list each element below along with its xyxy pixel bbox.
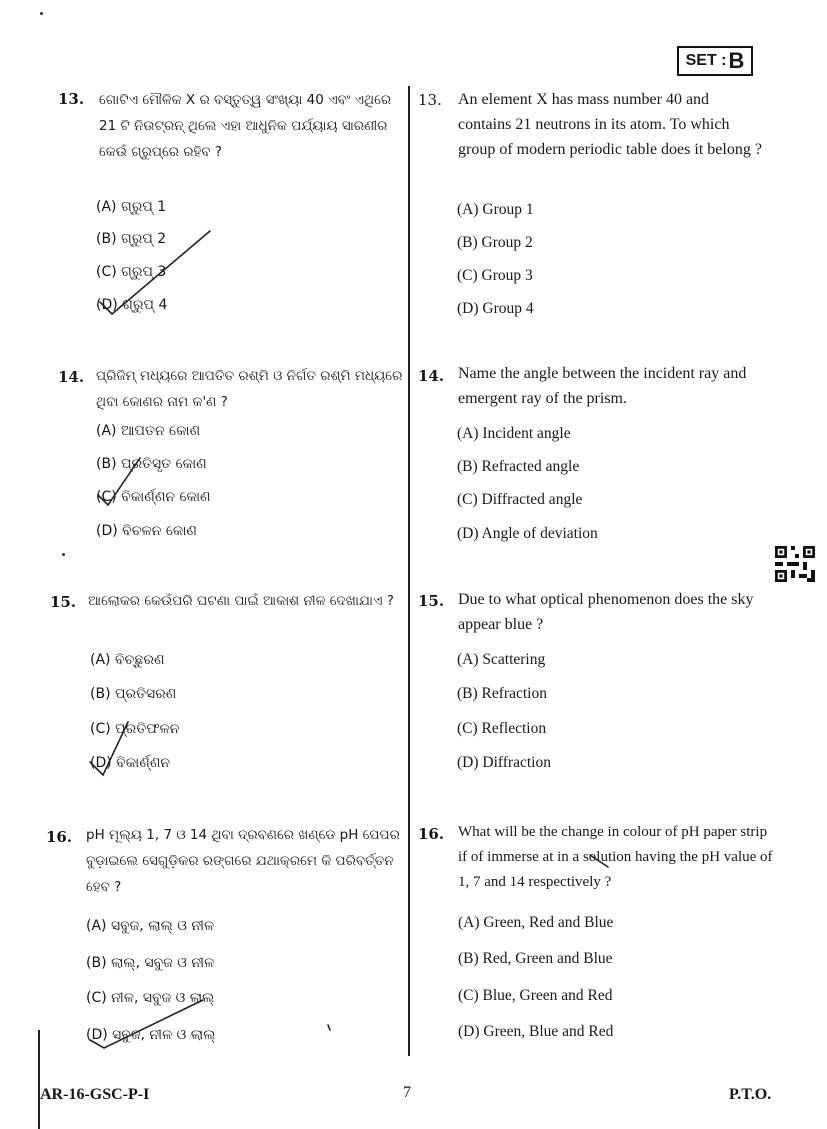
question-number: 14. <box>418 367 445 385</box>
tick-mark-q13 <box>100 231 210 314</box>
question-number: 16. <box>418 825 445 843</box>
option-odia: (D) ସବୁଜ, ନୀଳ ଓ ଲାଲ୍ <box>86 1027 216 1043</box>
option-english: (B) Refraction <box>457 685 547 702</box>
option-english: (A) Green, Red and Blue <box>458 914 614 931</box>
page-number: 7 <box>403 1084 411 1101</box>
option-english: (C) Reflection <box>457 720 547 737</box>
option-odia: (D) ଗ୍ରୁପ୍ 4 <box>96 297 168 313</box>
option-english: (A) Incident angle <box>457 425 571 442</box>
question-number: 16. <box>46 828 73 846</box>
question-number: 13. <box>58 90 85 108</box>
option-odia: (B) ପ୍ରତିସରଣ <box>90 686 177 702</box>
option-english: (B) Group 2 <box>457 234 533 251</box>
paper-code: AR-16-GSC-P-I <box>40 1086 150 1103</box>
question-number: 14. <box>58 368 85 386</box>
question-text-english: Name the angle between the incident ray and emergent ray of the prism. <box>458 365 747 407</box>
pen-stroke-dot <box>328 1025 330 1030</box>
option-english: (B) Red, Green and Blue <box>458 950 613 967</box>
question-number: 15. <box>418 592 445 610</box>
option-odia: (A) ଆପତନ କୋଣ <box>96 423 201 439</box>
tick-mark-q14 <box>98 458 140 505</box>
question-text-odia: ଗୋଟିଏ ମୌଳିକ X ର ବସ୍ତୁତ୍ୱ ସଂଖ୍ୟା 40 ଏବଂ ଏଥିରେ 21 ଟି ନିଉଟ୍ରନ୍ ଥିଲେ ଏହା ଆଧୁନିକ ପର୍ଯ୍ୟାୟ ସାରଣୀର କେଉଁ ଗ୍ରୁପ୍‌ରେ ରହିବ ? <box>99 92 392 160</box>
question-text-odia: pH ମୂଲ୍ୟ 1, 7 ଓ 14 ଥିବା ଦ୍ରବଣରେ ଖଣ୍ଡେ pH ପେପର ବୁଡ଼ାଇଲେ ସେଗୁଡ଼ିକର ରଙ୍ଗରେ ଯଥାକ୍ରମେ କି ପରିବର୍ତ୍ତନ ହେବ ? <box>86 827 400 895</box>
option-english: (C) Diffracted angle <box>457 491 583 508</box>
question-text-english: Due to what optical phenomenon does the sky appear blue ? <box>458 591 754 633</box>
option-english: (C) Blue, Green and Red <box>458 987 613 1004</box>
pen-stroke-en-q16 <box>590 855 608 867</box>
option-odia: (D) ବିଚଳନ କୋଣ <box>96 523 197 539</box>
tick-mark-q15 <box>90 722 128 775</box>
option-odia: (A) ସବୁଜ, ଲାଲ୍ ଓ ନୀଳ <box>86 918 215 934</box>
option-odia: (B) ଗ୍ରୁପ୍ 2 <box>96 231 167 247</box>
question-text-odia: ଆଲୋକର କେଉଁପରି ଘଟଣା ପାଇଁ ଆକାଶ ନୀଳ ଦେଖାଯାଏ ? <box>88 593 394 609</box>
option-odia: (D) ବିକାର୍ଣ୍ଣନ <box>90 755 171 771</box>
question-number: 13. <box>418 91 442 109</box>
option-odia: (B) ପ୍ରତିସୃତ କୋଣ <box>96 456 207 472</box>
option-english: (B) Refracted angle <box>457 458 580 475</box>
option-odia: (A) ଗ୍ରୁପ୍ 1 <box>96 199 167 215</box>
option-odia: (C) ପ୍ରତିଫଳନ <box>90 721 180 737</box>
option-english: (D) Green, Blue and Red <box>458 1023 614 1040</box>
option-english: (D) Angle of deviation <box>457 525 598 542</box>
question-number: 15. <box>50 593 77 611</box>
pto-label: P.T.O. <box>729 1086 772 1103</box>
tick-mark-q16 <box>90 1000 203 1048</box>
option-odia: (A) ବିଚ୍ଛୁରଣ <box>90 652 165 668</box>
question-text-odia: ପ୍ରିଜିମ୍ ମଧ୍ୟରେ ଆପତିତ ରଶ୍ମି ଓ ନିର୍ଗତ ରଶ୍ମି ମଧ୍ୟରେ ଥିବା କୋଣର ନାମ କ'ଣ ? <box>96 368 403 410</box>
option-english: (A) Scattering <box>457 651 546 668</box>
question-text-english: What will be the change in colour of pH paper strip if of immerse at in a solution having the pH value of 1, 7 and 14 respectively ? <box>458 824 773 890</box>
option-odia: (C) ଗ୍ରୁପ୍ 3 <box>96 264 167 280</box>
option-english: (A) Group 1 <box>457 201 534 218</box>
option-odia: (C) ନୀଳ, ସବୁଜ ଓ ଲାଲ୍ <box>86 990 215 1006</box>
option-english: (C) Group 3 <box>457 267 533 284</box>
option-odia: (C) ବିକାର୍ଣ୍ଣନ କୋଣ <box>96 489 211 505</box>
option-english: (D) Diffraction <box>457 754 551 771</box>
option-odia: (B) ଲାଲ୍, ସବୁଜ ଓ ନୀଳ <box>86 955 215 971</box>
question-text-english: An element X has mass number 40 and contains 21 neutrons in its atom. To which group of modern periodic table does it belong ? <box>458 91 762 158</box>
set-label: SET : <box>685 52 727 69</box>
option-english: (D) Group 4 <box>457 300 534 317</box>
set-value: B <box>728 48 745 73</box>
